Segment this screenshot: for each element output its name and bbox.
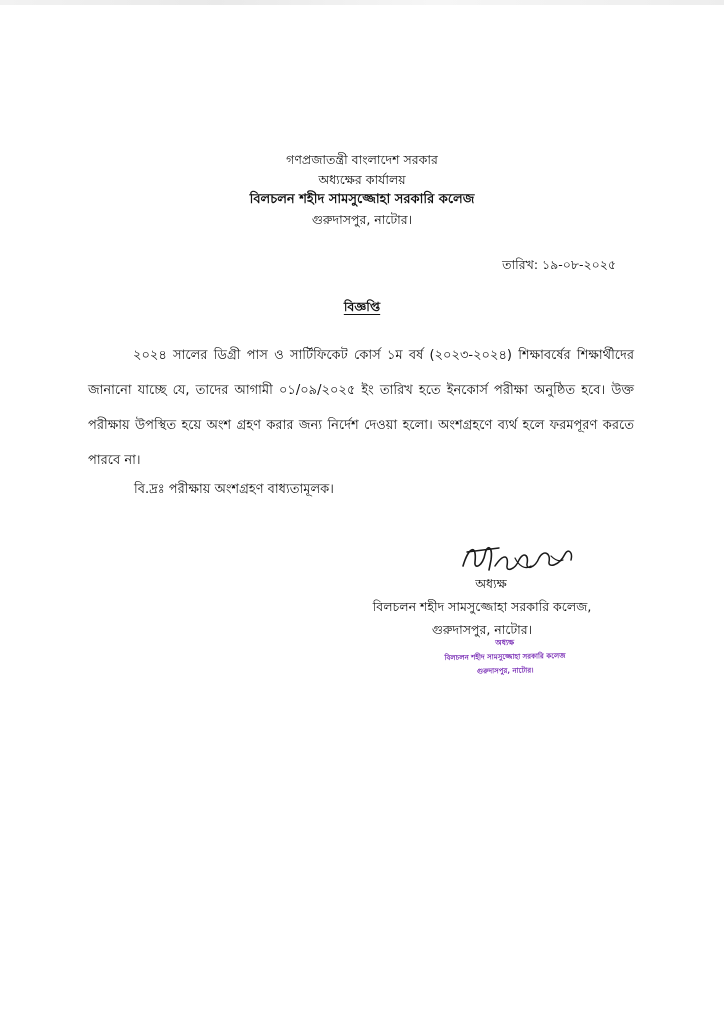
official-stamp xyxy=(420,635,591,680)
signatory-college: বিলচলন শহীদ সামসুজ্জোহা সরকারি কলেজ, xyxy=(372,599,592,614)
stamp-college: বিলচলন শহীদ সামসুজ্জোহা সরকারি কলেজ xyxy=(444,651,566,663)
government-line: গণপ্রজাতন্ত্রী বাংলাদেশ সরকার xyxy=(286,152,438,167)
office-line: অধ্যক্ষের কার্যালয় xyxy=(318,172,406,187)
signatory-role: অধ্যক্ষ xyxy=(475,576,507,591)
stamp-address: গুরুদাসপুর, নাটোর। xyxy=(476,666,534,676)
scan-edge-streak xyxy=(0,0,724,5)
college-address: গুরুদাসপুর, নাটোর। xyxy=(311,212,413,227)
notice-nb: বি.দ্রঃ পরীক্ষায় অংশগ্রহণ বাধ্যতামূলক। xyxy=(134,482,334,497)
notice-date: তারিখ: ১৯-০৮-২০২৫ xyxy=(502,257,616,272)
signature-block xyxy=(352,572,612,641)
stamp-role: অধ্যক্ষ xyxy=(495,637,515,648)
college-name: বিলচলন শহীদ সামসুজ্জোহা সরকারি কলেজ xyxy=(249,192,475,207)
letterhead xyxy=(0,150,724,230)
notice-body: ২০২৪ সালের ডিগ্রী পাস ও সার্টিফিকেট কোর্স ১ম বর্ষ (২০২৩-২০২৪) শিক্ষাবর্ষের শিক্ষার্থীদের জানানো যাচ্ছে যে, তাদের আগামী ০১/০৯/২০২৫ ইং তারিখ হতে ইনকোর্স পরীক্ষা অনুষ্ঠিত হবে। উক্ত পরীক্ষায় উপস্থিত হয়ে অংশ গ্রহণ করার জন্য নির্দেশ দেওয়া হলো। অংশগ্রহণে ব্যর্থ হলে ফরমপূরণ করতে পারবে না। xyxy=(88,348,634,468)
notice-title-wrap xyxy=(0,296,724,319)
notice-title: বিজ্ঞপ্তি xyxy=(343,299,381,314)
signatory-address: গুরুদাসপুর, নাটোর। xyxy=(431,622,533,637)
